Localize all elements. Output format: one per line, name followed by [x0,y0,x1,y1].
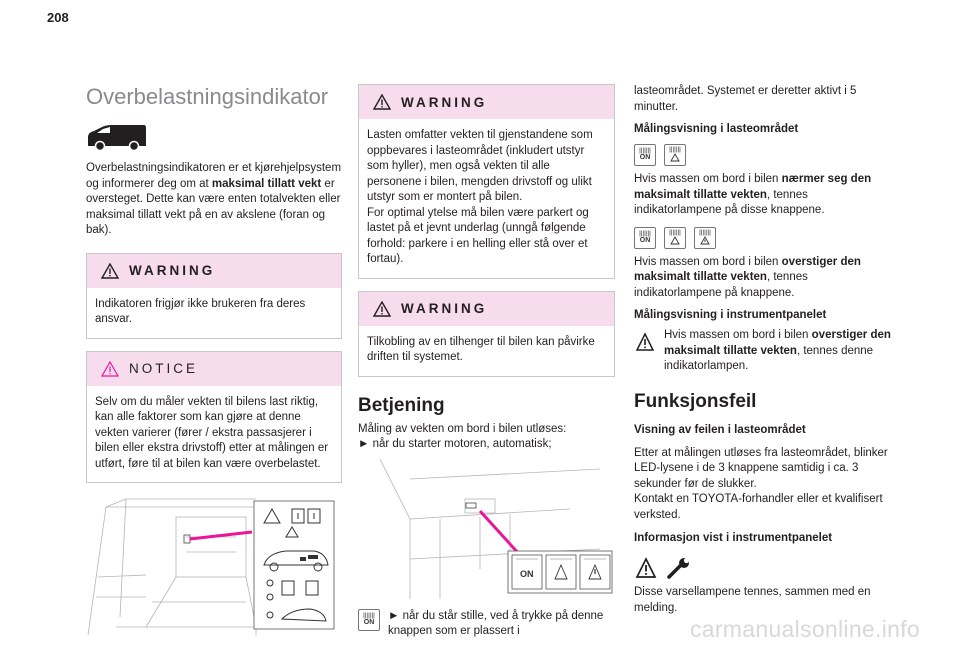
on-button-icon: ||||||| ON [358,609,380,631]
notice-triangle-icon [101,361,119,377]
intro-paragraph: Overbelastningsindikatoren er et kjørehjelpsystem og informerer deg om at maksimal tillatt vekt er oversteget. Dette kan være enten totalvekten eller maksimal tillatt vekt på en av akslene (foran og bak). [86,162,342,236]
notice-header [87,352,341,386]
section-heading-funksjonsfeil: Funksjonsfeil [634,390,757,412]
column-2 [358,84,615,640]
warning-header [359,292,614,326]
page-title: Overbelastningsindikator [86,84,329,109]
warning-triangle-icon [373,94,391,110]
warning-box-trailer [358,291,615,377]
subheading-panel-display: Målingsvisning i instrumentpanelet [634,309,827,321]
over-limit-buttons [634,227,894,249]
column-3 [634,84,894,616]
fault-panel-icons [634,557,894,579]
subheading-cargo-display: Målingsvisning i lasteområdet [634,123,799,135]
section-heading-betjening: Betjening [358,394,445,416]
operation-text: Måling av vekten om bord i bilen utløses: [358,422,567,435]
near-limit-text: Hvis massen om bord i bilen nærmer seg den maksimalt tillatte vekten, tennes indikatorlampene på disse knappene. [634,173,872,216]
over-limit-text: Hvis massen om bord i bilen overstiger den maksimalt tillatte vekten, tennes indikatorlampene på knappene. [634,255,861,299]
notice-text: Selv om du måler vekten til bilens last riktig, kan alle faktorer som kan gjøre at denne vekten varierer (fører / ekstra passasjerer i bilen eller ekstra drivstoff) etter at målingen er utført, føre til at bilen kan være overbelastet. [95,395,329,470]
warning-box-load [358,84,615,279]
continued-text: lasteområdet. Systemet er deretter aktivt i 5 minutter. [634,85,857,113]
load-weight-button-icon: ||||||| [664,144,686,166]
warning-header [87,254,341,288]
svg-text:ON: ON [520,568,534,579]
warning-text: Lasten omfatter vekten til gjenstandene som oppbevares i lasteområdet (inkludert utstyr som hyller), men også vekten til alle personene i bilen, mengden drivstoff og ulikt utstyr som er montert på bilen. For optimal ytelse må bilen være parkert og lastet på et jevnt underlag (unngå følgende forhold: parkere i en helling eller stå over et fortau). [367,129,593,265]
overload-button-icon: ||||||| [694,227,716,249]
subheading-fault-panel: Informasjon vist i instrumentpanelet [634,532,833,544]
subheading-fault-cargo: Visning av feilen i lasteområdet [634,423,806,436]
cargo-area-illustration [86,497,342,637]
warning-triangle-icon [373,301,391,317]
warning-box [86,253,342,339]
warning-header [359,85,614,119]
column-1 [86,84,342,637]
warning-text: Tilkobling av en tilhenger til bilen kan påvirke driften til systemet. [367,335,595,363]
van-icon [86,124,148,152]
warning-title: WARNING [401,94,488,110]
load-weight-button-icon: ||||||| [664,227,686,249]
fault-cargo-text: Etter at målingen utløses fra lasteområdet, blinker LED-lysene i de 3 knappene samtidig i ca. 3 sekunder før de slukker. Kontakt en TOYOTA-forhandler eller et kvalifisert verksted. [634,446,888,521]
warning-triangle-icon [101,263,119,279]
notice-box [86,351,342,484]
warning-text: Indikatoren frigjør ikke brukeren fra deres ansvar. [95,297,306,325]
warning-title: WARNING [401,301,488,316]
overload-warning-icon [634,332,656,352]
overload-warning-icon [634,557,658,579]
watermark: carmanualsonline.info [689,616,920,642]
warning-title: WARNING [129,263,216,278]
panel-display-text: Hvis massen om bord i bilen overstiger den maksimalt tillatte vekten, tennes denne indikatorlampen. [664,329,891,372]
wrench-icon [666,557,692,579]
cargo-button-illustration [370,459,615,599]
page-number: 208 [47,10,69,25]
panel-display-row [634,328,894,375]
bullet-stationary: ► når du står stille, ved å trykke på denne knappen som er plassert i [388,609,604,637]
notice-title: NOTICE [129,361,199,376]
near-limit-buttons [634,144,894,166]
bullet-engine-start: ► når du starter motoren, automatisk; [358,438,552,450]
on-button-icon: ||||||| ON [634,144,656,166]
on-button-icon: ||||||| ON [634,227,656,249]
bullet-stationary-row [358,609,615,640]
fault-panel-text: Disse varsellampene tennes, sammen med en melding. [634,586,871,614]
